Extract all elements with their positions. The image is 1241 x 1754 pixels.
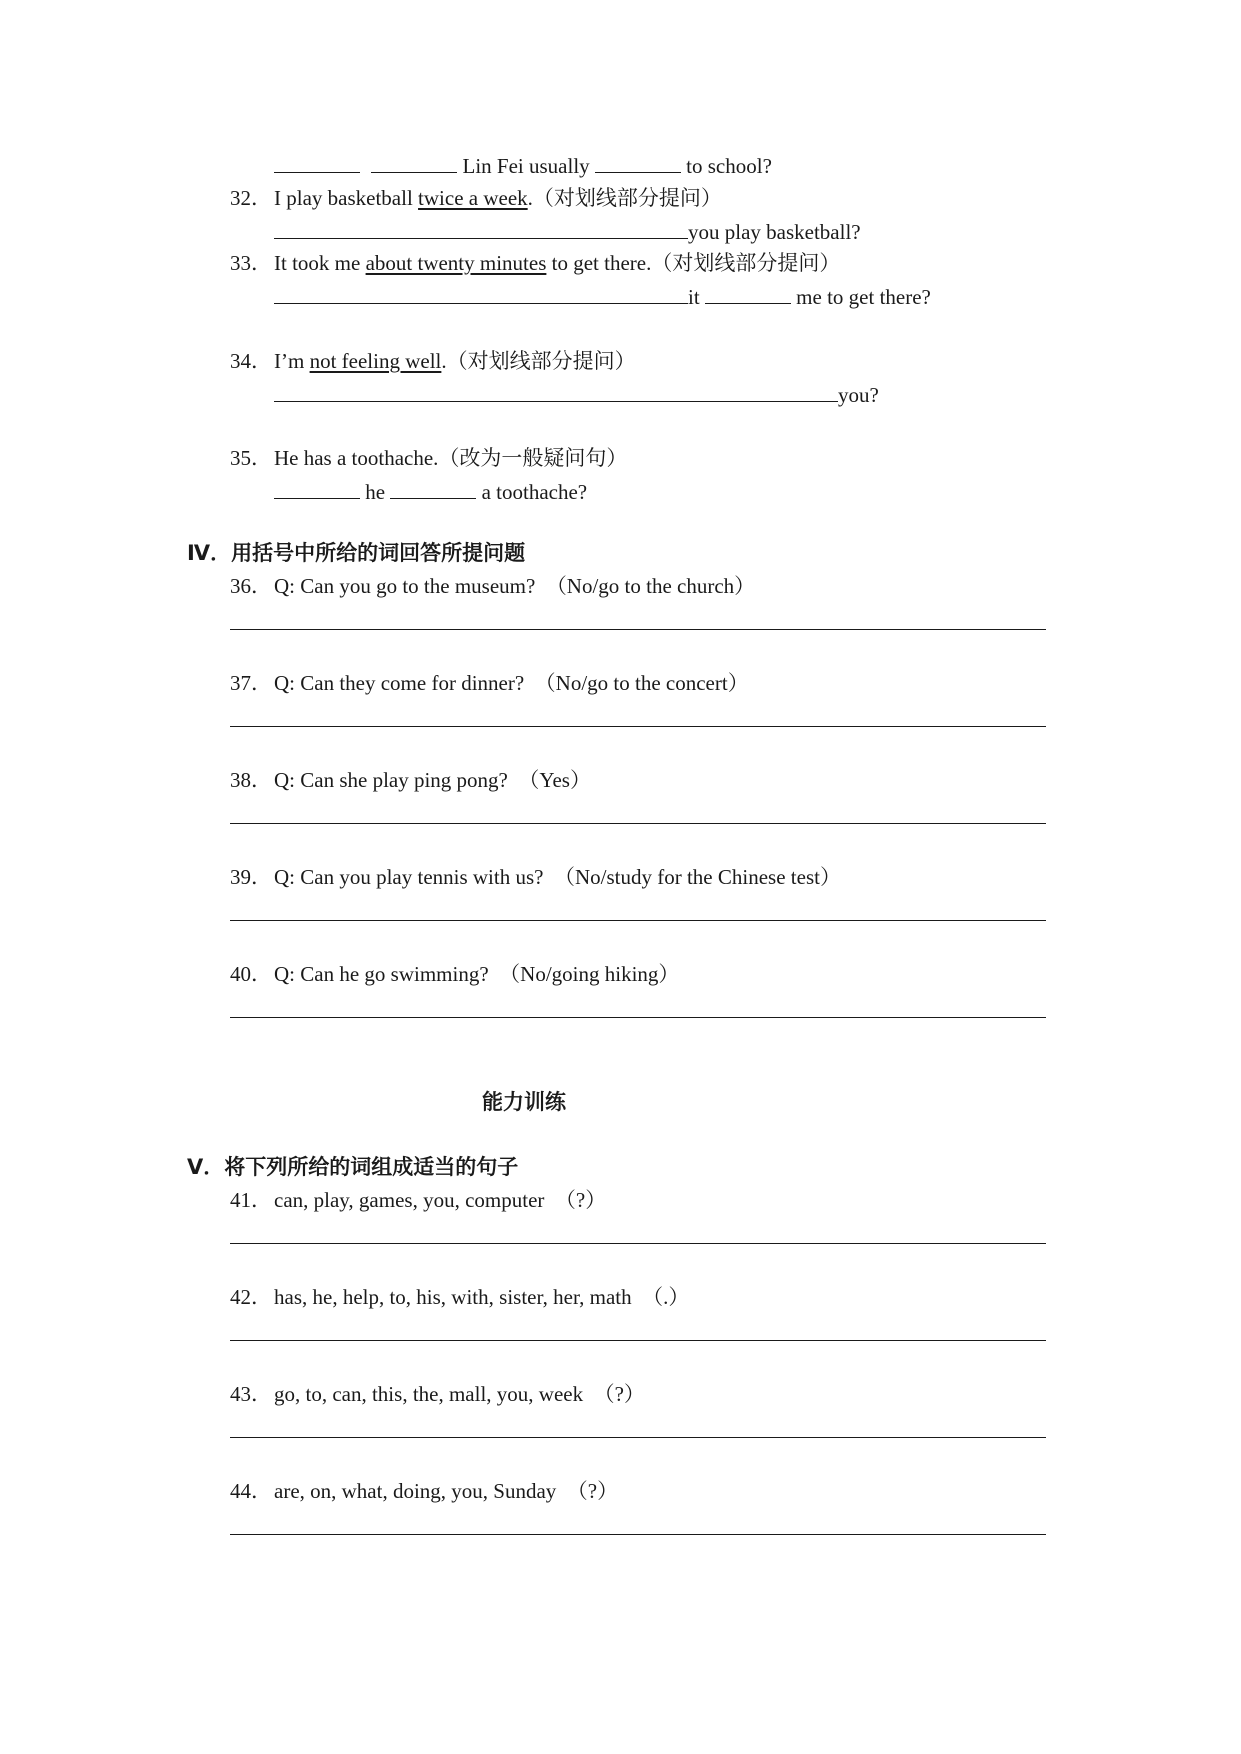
answer-line[interactable]	[230, 823, 1046, 824]
question-33	[230, 250, 840, 276]
question-34	[230, 348, 636, 374]
answer-mid-text: it	[688, 285, 705, 309]
question-38	[230, 767, 591, 793]
q31-mid: Lin Fei usually	[457, 154, 595, 178]
hint-text: （.）	[642, 1285, 690, 1309]
answer-line[interactable]	[230, 1534, 1046, 1535]
q35-answer-line	[274, 478, 587, 505]
answer-end-text: a toothache?	[476, 480, 588, 504]
question-text: has, he, help, to, his, with, sister, her, math	[274, 1285, 632, 1309]
answer-blank[interactable]	[274, 478, 360, 499]
answer-blank[interactable]	[371, 152, 457, 173]
question-number: 38．	[230, 768, 272, 792]
question-number: 32．	[230, 186, 272, 210]
question-text: I play basketball	[274, 186, 419, 210]
instruction-note: （改为一般疑问句）	[438, 446, 628, 470]
question-number: 43．	[230, 1382, 272, 1406]
answer-line[interactable]	[230, 1243, 1046, 1244]
answer-blank[interactable]	[705, 283, 791, 304]
hint-text: （No/study for the Chinese test）	[553, 865, 841, 889]
question-number: 36．	[230, 574, 272, 598]
question-number: 42．	[230, 1285, 272, 1309]
question-41	[230, 1187, 606, 1213]
answer-end-text: me to get there?	[790, 285, 931, 309]
answer-line[interactable]	[230, 1340, 1046, 1341]
question-text: It took me	[274, 251, 366, 275]
question-35	[230, 445, 627, 471]
question-number: 41．	[230, 1188, 272, 1212]
answer-blank[interactable]	[274, 152, 360, 173]
hint-text: （?）	[554, 1188, 607, 1212]
question-number: 44．	[230, 1479, 272, 1503]
question-text: go, to, can, this, the, mall, you, week	[274, 1382, 584, 1406]
question-text: .	[527, 186, 533, 210]
question-text: I’m	[274, 349, 310, 373]
underlined-text: not feeling well	[309, 349, 442, 373]
question-37	[230, 670, 749, 696]
question-42	[230, 1284, 689, 1310]
question-text: Q: Can she play ping pong?	[274, 768, 508, 792]
answer-mid-text: he	[360, 480, 391, 504]
answer-blank[interactable]	[595, 152, 681, 173]
section-4-heading: Ⅳ．用括号中所给的词回答所提问题	[187, 541, 526, 565]
answer-blank[interactable]	[274, 381, 838, 402]
q33-answer-line	[274, 283, 931, 310]
hint-text: （?）	[566, 1479, 619, 1503]
question-text: Q: Can you go to the museum?	[274, 574, 536, 598]
answer-line[interactable]	[230, 726, 1046, 727]
q34-answer-line	[274, 381, 879, 408]
ability-training-title: 能力训练	[482, 1090, 566, 1114]
section-5-heading: Ⅴ．将下列所给的词组成适当的句子	[187, 1155, 519, 1179]
question-39	[230, 864, 841, 890]
question-text: to get there.	[546, 251, 652, 275]
question-number: 39．	[230, 865, 272, 889]
question-text: are, on, what, doing, you, Sunday	[274, 1479, 557, 1503]
question-number: 34．	[230, 349, 272, 373]
hint-text: （No/going hiking）	[499, 962, 680, 986]
q32-answer-line	[274, 218, 861, 245]
hint-text: （No/go to the church）	[545, 574, 756, 598]
hint-text: （No/go to the concert）	[534, 671, 749, 695]
answer-blank[interactable]	[274, 283, 688, 304]
question-text: .	[441, 349, 447, 373]
instruction-note: （对划线部分提问）	[446, 349, 636, 373]
question-text: He has a toothache.	[274, 446, 439, 470]
answer-end-text: you play basketball?	[688, 220, 861, 244]
answer-line[interactable]	[230, 920, 1046, 921]
question-number: 40．	[230, 962, 272, 986]
answer-end-text: you?	[838, 383, 879, 407]
instruction-note: （对划线部分提问）	[532, 186, 722, 210]
answer-blank[interactable]	[274, 218, 688, 239]
question-36	[230, 573, 755, 599]
question-43	[230, 1381, 645, 1407]
question-text: Q: Can you play tennis with us?	[274, 865, 544, 889]
hint-text: （?）	[593, 1382, 645, 1406]
underlined-text: about twenty minutes	[365, 251, 547, 275]
question-number: 37．	[230, 671, 272, 695]
q31-end: to school?	[680, 154, 772, 178]
question-number: 35．	[230, 446, 272, 470]
question-44	[230, 1478, 618, 1504]
hint-text: （Yes）	[518, 768, 591, 792]
q31-answer-line	[274, 152, 772, 179]
question-number: 33．	[230, 251, 272, 275]
answer-line[interactable]	[230, 629, 1046, 630]
question-32	[230, 185, 722, 211]
answer-line[interactable]	[230, 1437, 1046, 1438]
question-text: can, play, games, you, computer	[274, 1188, 545, 1212]
answer-line[interactable]	[230, 1017, 1046, 1018]
underlined-text: twice a week	[418, 186, 528, 210]
question-text: Q: Can he go swimming?	[274, 962, 489, 986]
question-text: Q: Can they come for dinner?	[274, 671, 525, 695]
instruction-note: （对划线部分提问）	[651, 251, 841, 275]
question-40	[230, 961, 679, 987]
answer-blank[interactable]	[390, 478, 476, 499]
